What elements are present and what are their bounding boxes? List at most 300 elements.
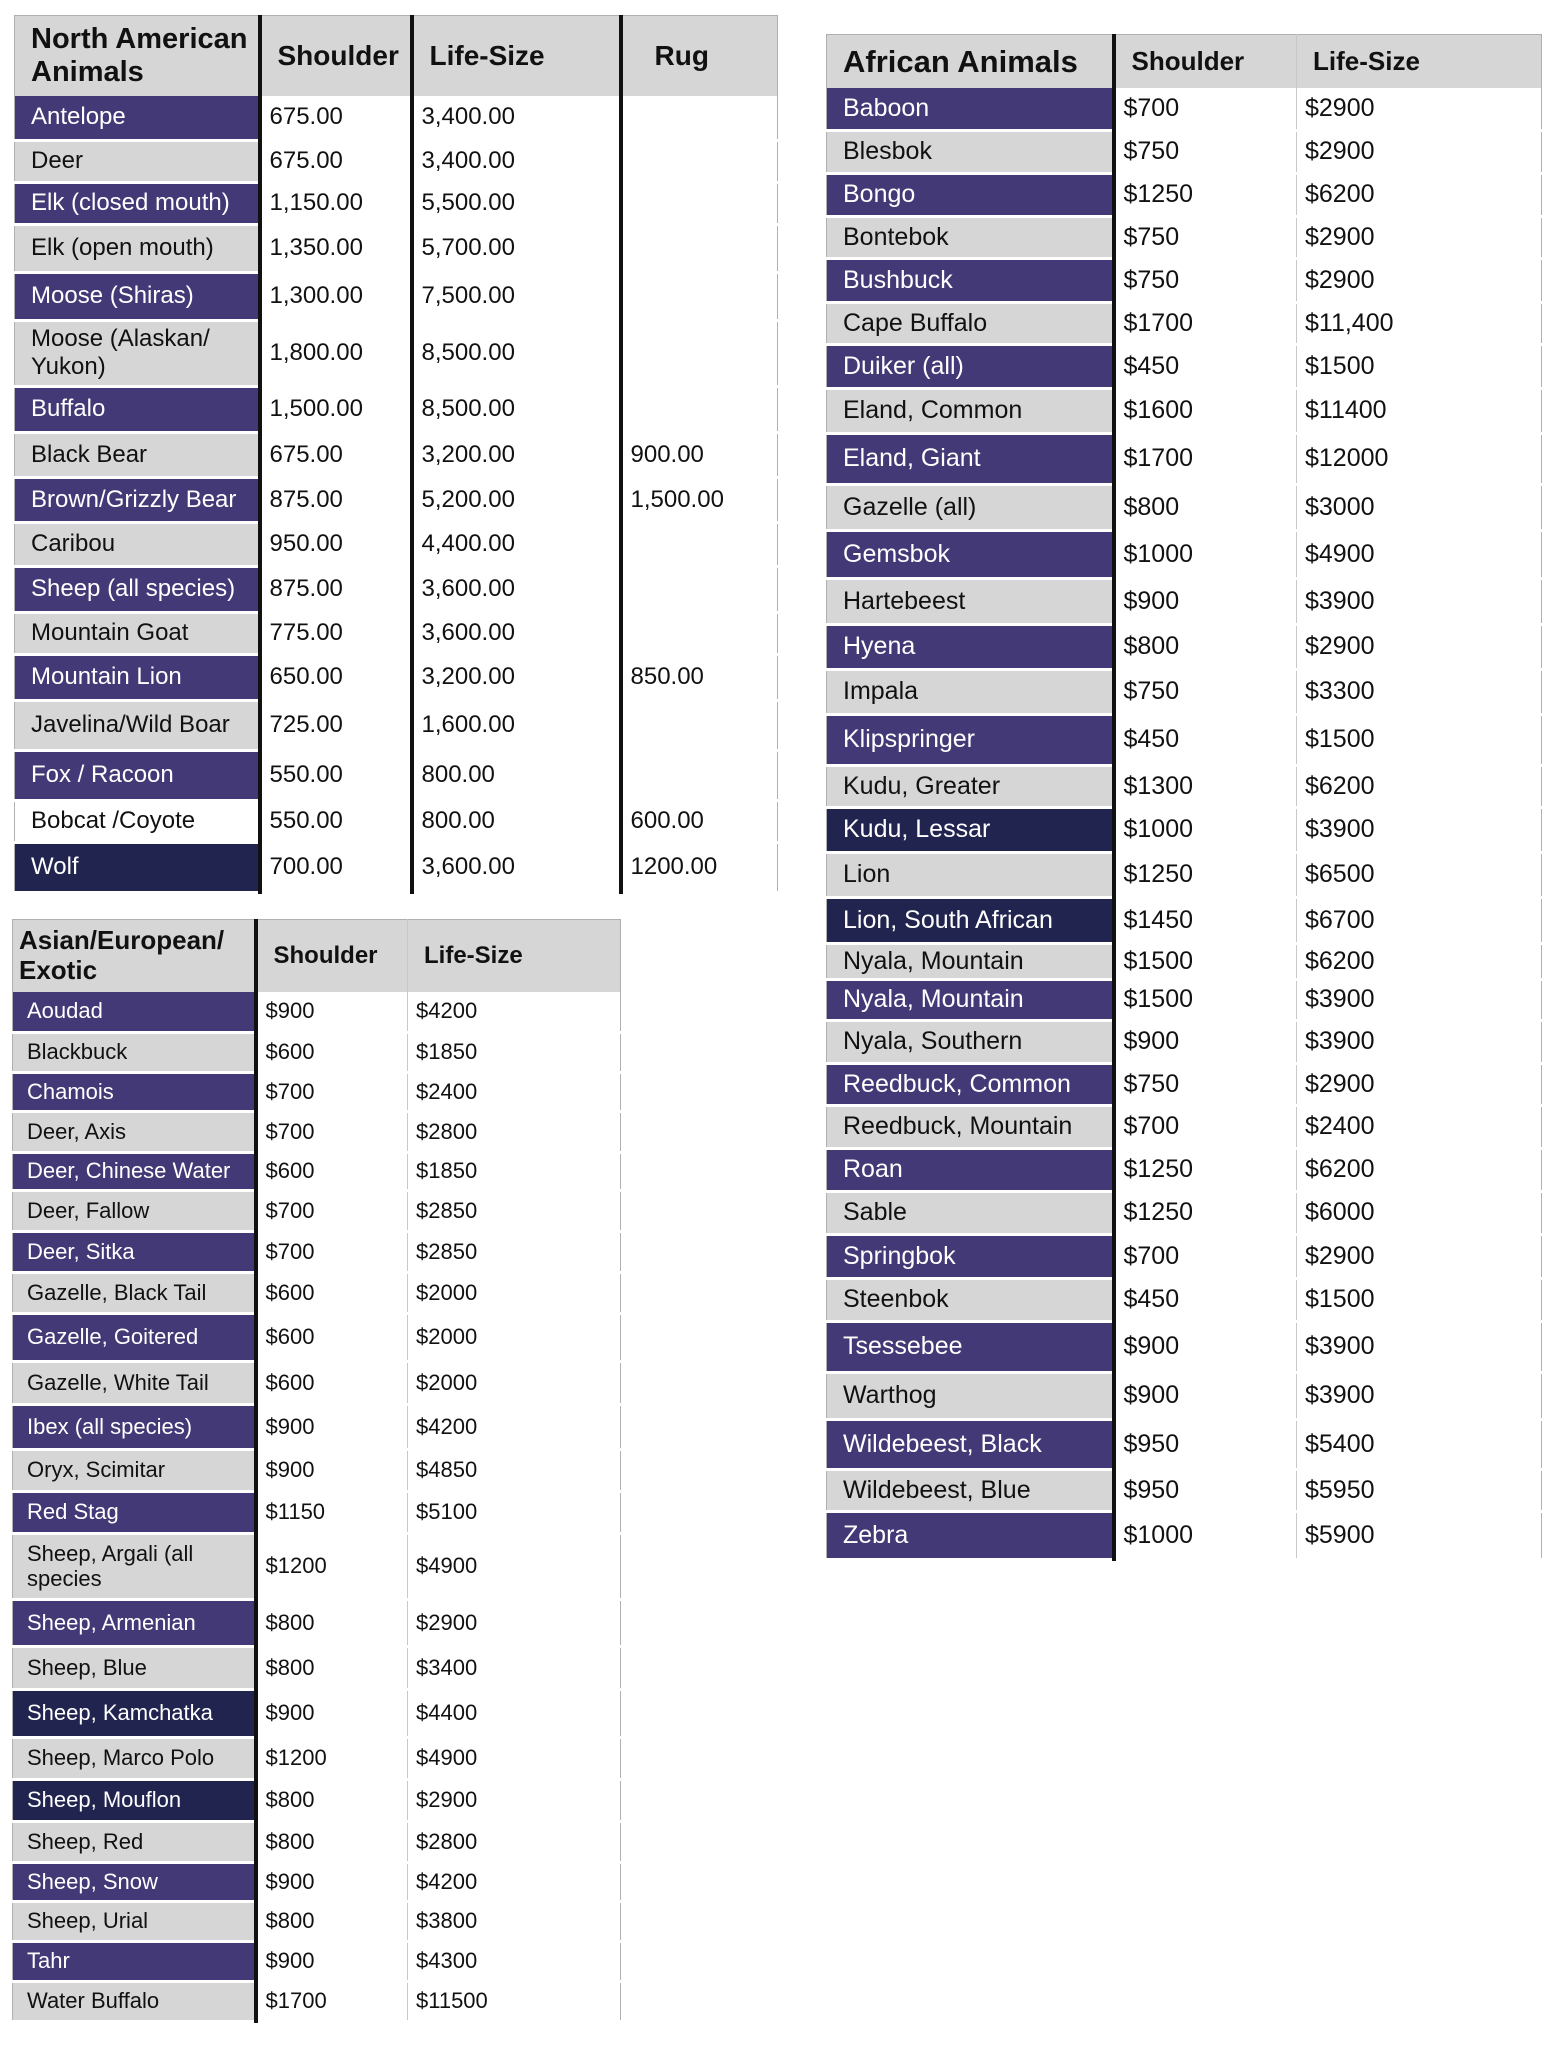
shoulder-price: $750: [1114, 1063, 1297, 1105]
header-life-size: Life-Size: [412, 16, 621, 97]
table-row: [13, 1072, 621, 1111]
species-name: Sheep, Red: [13, 1821, 256, 1862]
species-name: Bushbuck: [827, 258, 1114, 302]
table-row: [827, 714, 1542, 765]
life-size-price: 3,600.00: [412, 842, 621, 892]
shoulder-price: 1,300.00: [260, 272, 412, 320]
species-name: Sheep, Armenian: [13, 1599, 256, 1646]
shoulder-price: $1000: [1114, 807, 1297, 852]
table-row: [827, 979, 1542, 1020]
table-row: [13, 1599, 621, 1646]
species-name: Sheep, Mouflon: [13, 1779, 256, 1821]
species-name: Blackbuck: [13, 1032, 256, 1072]
table-row: [13, 1779, 621, 1821]
shoulder-price: $750: [1114, 669, 1297, 714]
life-size-price: $12000: [1297, 433, 1542, 484]
shoulder-price: $750: [1114, 216, 1297, 258]
species-name: Wolf: [15, 842, 260, 892]
shoulder-price: $700: [256, 1072, 408, 1111]
shoulder-price: $1450: [1114, 897, 1297, 943]
life-size-price: $4200: [408, 1862, 621, 1901]
table-row: [15, 272, 778, 320]
rug-price: [621, 612, 778, 654]
life-size-price: 8,500.00: [412, 320, 621, 386]
table-row: [827, 669, 1542, 714]
life-size-price: $6500: [1297, 852, 1542, 897]
shoulder-price: $900: [256, 1862, 408, 1901]
species-name: Hartebeest: [827, 578, 1114, 624]
life-size-price: $3900: [1297, 979, 1542, 1020]
shoulder-price: $950: [1114, 1419, 1297, 1469]
species-name: Fox / Racoon: [15, 750, 260, 800]
table-row: [827, 1372, 1542, 1419]
species-name: Sheep, Blue: [13, 1646, 256, 1689]
shoulder-price: $750: [1114, 130, 1297, 173]
species-name: Deer, Chinese Water: [13, 1152, 256, 1190]
life-size-price: $4850: [408, 1449, 621, 1491]
shoulder-price: $700: [256, 1111, 408, 1152]
shoulder-price: 550.00: [260, 800, 412, 842]
species-name: Gazelle, White Tail: [13, 1361, 256, 1404]
shoulder-price: $1200: [256, 1737, 408, 1779]
table-row: [827, 1063, 1542, 1105]
header-species: North American Animals: [15, 16, 260, 97]
life-size-price: $1850: [408, 1152, 621, 1190]
table-row: [15, 432, 778, 477]
header-shoulder: Shoulder: [256, 920, 408, 993]
table-row: [827, 1234, 1542, 1278]
life-size-price: $1500: [1297, 344, 1542, 388]
rug-price: [621, 700, 778, 750]
rug-price: 900.00: [621, 432, 778, 477]
life-size-price: 5,500.00: [412, 182, 621, 224]
shoulder-price: $700: [256, 1190, 408, 1231]
species-name: Blesbok: [827, 130, 1114, 173]
shoulder-price: 775.00: [260, 612, 412, 654]
life-size-price: $1500: [1297, 1278, 1542, 1321]
life-size-price: $3900: [1297, 1020, 1542, 1063]
species-name: Wildebeest, Blue: [827, 1469, 1114, 1511]
table-row: [827, 258, 1542, 302]
table-row: [827, 852, 1542, 897]
species-name: Deer, Fallow: [13, 1190, 256, 1231]
table-row: [15, 96, 778, 140]
life-size-price: $5100: [408, 1491, 621, 1533]
header-life-size: Life-Size: [1297, 35, 1542, 89]
species-name: Eland, Common: [827, 388, 1114, 433]
rug-price: [621, 224, 778, 272]
shoulder-price: $1250: [1114, 852, 1297, 897]
species-name: Reedbuck, Mountain: [827, 1105, 1114, 1148]
life-size-price: 3,400.00: [412, 140, 621, 182]
table-row: [827, 388, 1542, 433]
shoulder-price: $900: [256, 1941, 408, 1981]
header-shoulder: Shoulder: [260, 16, 412, 97]
species-name: Oryx, Scimitar: [13, 1449, 256, 1491]
species-name: Eland, Giant: [827, 433, 1114, 484]
table-row: [15, 320, 778, 386]
table-header-row: [15, 16, 778, 97]
species-name: Sable: [827, 1191, 1114, 1234]
species-name: Gazelle, Black Tail: [13, 1272, 256, 1313]
life-size-price: $2000: [408, 1361, 621, 1404]
life-size-price: $3900: [1297, 1372, 1542, 1419]
table-row: [13, 1032, 621, 1072]
species-name: Steenbok: [827, 1278, 1114, 1321]
table-row: [827, 897, 1542, 943]
species-name: Wildebeest, Black: [827, 1419, 1114, 1469]
table-row: [13, 992, 621, 1032]
life-size-price: 800.00: [412, 750, 621, 800]
table-row: [827, 484, 1542, 530]
header-shoulder: Shoulder: [1114, 35, 1297, 89]
life-size-price: $3400: [408, 1646, 621, 1689]
species-name: Deer: [15, 140, 260, 182]
shoulder-price: $1150: [256, 1491, 408, 1533]
shoulder-price: $900: [1114, 1020, 1297, 1063]
species-name: Sheep, Marco Polo: [13, 1737, 256, 1779]
life-size-price: $6700: [1297, 897, 1542, 943]
table-row: [827, 578, 1542, 624]
shoulder-price: $700: [256, 1231, 408, 1272]
table-row: [13, 1190, 621, 1231]
species-name: Mountain Goat: [15, 612, 260, 654]
shoulder-price: 875.00: [260, 477, 412, 522]
shoulder-price: $450: [1114, 714, 1297, 765]
table-row: [13, 1449, 621, 1491]
species-name: Gemsbok: [827, 530, 1114, 578]
table-row: [13, 1111, 621, 1152]
rug-price: [621, 320, 778, 386]
species-name: Deer, Axis: [13, 1111, 256, 1152]
table-row: [827, 216, 1542, 258]
species-name: Moose (Shiras): [15, 272, 260, 320]
table-row: [13, 1737, 621, 1779]
shoulder-price: $1000: [1114, 530, 1297, 578]
life-size-price: $2900: [408, 1599, 621, 1646]
shoulder-price: $1500: [1114, 979, 1297, 1020]
species-name: Black Bear: [15, 432, 260, 477]
table-row: [13, 1152, 621, 1190]
species-name: Nyala, Southern: [827, 1020, 1114, 1063]
life-size-price: $1850: [408, 1032, 621, 1072]
life-size-price: 3,200.00: [412, 432, 621, 477]
species-name: Cape Buffalo: [827, 302, 1114, 344]
table-row: [13, 1981, 621, 2021]
shoulder-price: 950.00: [260, 522, 412, 566]
species-name: Gazelle, Goitered: [13, 1313, 256, 1361]
header-rug: Rug: [621, 16, 778, 97]
shoulder-price: $1250: [1114, 173, 1297, 216]
african-price-table: [826, 34, 1542, 1561]
table-row: [827, 1469, 1542, 1511]
life-size-price: $2800: [408, 1821, 621, 1862]
life-size-price: 3,400.00: [412, 96, 621, 140]
table-row: [827, 624, 1542, 669]
shoulder-price: 725.00: [260, 700, 412, 750]
species-name: Bobcat /Coyote: [15, 800, 260, 842]
life-size-price: $6200: [1297, 943, 1542, 979]
life-size-price: $3800: [408, 1901, 621, 1941]
life-size-price: $3900: [1297, 1321, 1542, 1372]
species-name: Aoudad: [13, 992, 256, 1032]
life-size-price: $6200: [1297, 173, 1542, 216]
life-size-price: 4,400.00: [412, 522, 621, 566]
life-size-price: $2900: [408, 1779, 621, 1821]
species-name: Nyala, Mountain: [827, 979, 1114, 1020]
life-size-price: $4900: [408, 1533, 621, 1599]
shoulder-price: $800: [256, 1599, 408, 1646]
species-name: Tsessebee: [827, 1321, 1114, 1372]
life-size-price: $4400: [408, 1689, 621, 1737]
table-row: [13, 1361, 621, 1404]
life-size-price: $2900: [1297, 258, 1542, 302]
table-row: [15, 140, 778, 182]
shoulder-price: $1700: [1114, 302, 1297, 344]
life-size-price: $5900: [1297, 1511, 1542, 1559]
species-name: Sheep (all species): [15, 566, 260, 612]
shoulder-price: $1500: [1114, 943, 1297, 979]
species-name: Moose (Alaskan/ Yukon): [15, 320, 260, 386]
table-row: [15, 612, 778, 654]
shoulder-price: $800: [1114, 484, 1297, 530]
life-size-price: $3900: [1297, 578, 1542, 624]
shoulder-price: 1,150.00: [260, 182, 412, 224]
table-row: [827, 433, 1542, 484]
life-size-price: $3300: [1297, 669, 1542, 714]
table-row: [827, 1321, 1542, 1372]
life-size-price: $6200: [1297, 1148, 1542, 1191]
life-size-price: 5,200.00: [412, 477, 621, 522]
species-name: Javelina/Wild Boar: [15, 700, 260, 750]
table-row: [827, 1419, 1542, 1469]
life-size-price: $1500: [1297, 714, 1542, 765]
species-name: Ibex (all species): [13, 1404, 256, 1449]
rug-price: [621, 140, 778, 182]
life-size-price: $6200: [1297, 765, 1542, 807]
shoulder-price: $450: [1114, 1278, 1297, 1321]
life-size-price: $11500: [408, 1981, 621, 2021]
life-size-price: $2400: [1297, 1105, 1542, 1148]
shoulder-price: 675.00: [260, 96, 412, 140]
table-row: [827, 88, 1542, 130]
species-name: Red Stag: [13, 1491, 256, 1533]
rug-price: 600.00: [621, 800, 778, 842]
species-name: Klipspringer: [827, 714, 1114, 765]
table-row: [13, 1689, 621, 1737]
shoulder-price: $900: [256, 1689, 408, 1737]
life-size-price: $2400: [408, 1072, 621, 1111]
life-size-price: 3,200.00: [412, 654, 621, 700]
life-size-price: $2800: [408, 1111, 621, 1152]
table-row: [827, 943, 1542, 979]
life-size-price: $2900: [1297, 130, 1542, 173]
life-size-price: 3,600.00: [412, 566, 621, 612]
rug-price: [621, 750, 778, 800]
table-header-row: [13, 920, 621, 993]
shoulder-price: $700: [1114, 1105, 1297, 1148]
table-row: [15, 700, 778, 750]
table-row: [827, 807, 1542, 852]
table-row: [827, 1105, 1542, 1148]
shoulder-price: $450: [1114, 344, 1297, 388]
table-row: [827, 1148, 1542, 1191]
table-row: [15, 182, 778, 224]
life-size-price: 5,700.00: [412, 224, 621, 272]
shoulder-price: 1,800.00: [260, 320, 412, 386]
table-header-row: [827, 35, 1542, 89]
table-row: [827, 302, 1542, 344]
header-life-size: Life-Size: [408, 920, 621, 993]
shoulder-price: $900: [256, 1449, 408, 1491]
table-row: [15, 842, 778, 892]
shoulder-price: $800: [1114, 624, 1297, 669]
table-row: [15, 654, 778, 700]
north-american-price-table: [14, 15, 778, 894]
table-row: [13, 1491, 621, 1533]
species-name: Duiker (all): [827, 344, 1114, 388]
life-size-price: $4300: [408, 1941, 621, 1981]
rug-price: [621, 96, 778, 140]
table-row: [15, 386, 778, 432]
life-size-price: $2000: [408, 1313, 621, 1361]
life-size-price: $4900: [408, 1737, 621, 1779]
table-row: [13, 1862, 621, 1901]
table-row: [827, 1191, 1542, 1234]
table-row: [827, 130, 1542, 173]
life-size-price: $2900: [1297, 1234, 1542, 1278]
species-name: Deer, Sitka: [13, 1231, 256, 1272]
shoulder-price: $800: [256, 1779, 408, 1821]
table-row: [15, 477, 778, 522]
table-row: [827, 1020, 1542, 1063]
shoulder-price: $1250: [1114, 1191, 1297, 1234]
table-row: [827, 1511, 1542, 1559]
rug-price: [621, 272, 778, 320]
life-size-price: 3,600.00: [412, 612, 621, 654]
header-species: Asian/European/ Exotic: [13, 920, 256, 993]
shoulder-price: $1700: [1114, 433, 1297, 484]
table-row: [15, 566, 778, 612]
shoulder-price: 1,500.00: [260, 386, 412, 432]
species-name: Kudu, Greater: [827, 765, 1114, 807]
species-name: Brown/Grizzly Bear: [15, 477, 260, 522]
species-name: Baboon: [827, 88, 1114, 130]
life-size-price: 800.00: [412, 800, 621, 842]
shoulder-price: $1250: [1114, 1148, 1297, 1191]
life-size-price: $4200: [408, 1404, 621, 1449]
species-name: Bontebok: [827, 216, 1114, 258]
life-size-price: $4900: [1297, 530, 1542, 578]
shoulder-price: $750: [1114, 258, 1297, 302]
shoulder-price: 650.00: [260, 654, 412, 700]
table-row: [13, 1313, 621, 1361]
shoulder-price: $1700: [256, 1981, 408, 2021]
life-size-price: $2900: [1297, 624, 1542, 669]
life-size-price: $3900: [1297, 807, 1542, 852]
life-size-price: $3000: [1297, 484, 1542, 530]
table-row: [13, 1646, 621, 1689]
species-name: Springbok: [827, 1234, 1114, 1278]
table-row: [827, 344, 1542, 388]
species-name: Buffalo: [15, 386, 260, 432]
shoulder-price: $700: [1114, 88, 1297, 130]
shoulder-price: 875.00: [260, 566, 412, 612]
life-size-price: $11400: [1297, 388, 1542, 433]
shoulder-price: $600: [256, 1361, 408, 1404]
shoulder-price: $900: [1114, 578, 1297, 624]
shoulder-price: $950: [1114, 1469, 1297, 1511]
species-name: Water Buffalo: [13, 1981, 256, 2021]
header-species: African Animals: [827, 35, 1114, 89]
species-name: Reedbuck, Common: [827, 1063, 1114, 1105]
species-name: Sheep, Kamchatka: [13, 1689, 256, 1737]
species-name: Sheep, Urial: [13, 1901, 256, 1941]
species-name: Chamois: [13, 1072, 256, 1111]
shoulder-price: $900: [256, 992, 408, 1032]
shoulder-price: $800: [256, 1901, 408, 1941]
species-name: Elk (closed mouth): [15, 182, 260, 224]
life-size-price: $2000: [408, 1272, 621, 1313]
rug-price: [621, 386, 778, 432]
table-row: [13, 1404, 621, 1449]
species-name: Warthog: [827, 1372, 1114, 1419]
shoulder-price: $600: [256, 1313, 408, 1361]
shoulder-price: $1600: [1114, 388, 1297, 433]
table-row: [827, 530, 1542, 578]
species-name: Caribou: [15, 522, 260, 566]
shoulder-price: $800: [256, 1646, 408, 1689]
shoulder-price: $1300: [1114, 765, 1297, 807]
species-name: Tahr: [13, 1941, 256, 1981]
life-size-price: $5950: [1297, 1469, 1542, 1511]
table-row: [827, 1278, 1542, 1321]
table-row: [13, 1272, 621, 1313]
rug-price: 850.00: [621, 654, 778, 700]
shoulder-price: $600: [256, 1152, 408, 1190]
life-size-price: $2850: [408, 1190, 621, 1231]
shoulder-price: $900: [1114, 1372, 1297, 1419]
table-row: [15, 522, 778, 566]
life-size-price: $6000: [1297, 1191, 1542, 1234]
species-name: Zebra: [827, 1511, 1114, 1559]
shoulder-price: $800: [256, 1821, 408, 1862]
life-size-price: 8,500.00: [412, 386, 621, 432]
life-size-price: 1,600.00: [412, 700, 621, 750]
table-row: [15, 800, 778, 842]
asian-european-exotic-price-table: [12, 919, 621, 2023]
rug-price: [621, 566, 778, 612]
table-row: [827, 765, 1542, 807]
species-name: Hyena: [827, 624, 1114, 669]
species-name: Gazelle (all): [827, 484, 1114, 530]
rug-price: [621, 182, 778, 224]
shoulder-price: 675.00: [260, 432, 412, 477]
shoulder-price: $1200: [256, 1533, 408, 1599]
table-row: [15, 224, 778, 272]
life-size-price: $2850: [408, 1231, 621, 1272]
table-row: [13, 1231, 621, 1272]
species-name: Sheep, Argali (all species: [13, 1533, 256, 1599]
species-name: Roan: [827, 1148, 1114, 1191]
species-name: Lion, South African: [827, 897, 1114, 943]
shoulder-price: 550.00: [260, 750, 412, 800]
species-name: Antelope: [15, 96, 260, 140]
species-name: Bongo: [827, 173, 1114, 216]
species-name: Sheep, Snow: [13, 1862, 256, 1901]
rug-price: 1200.00: [621, 842, 778, 892]
species-name: Mountain Lion: [15, 654, 260, 700]
